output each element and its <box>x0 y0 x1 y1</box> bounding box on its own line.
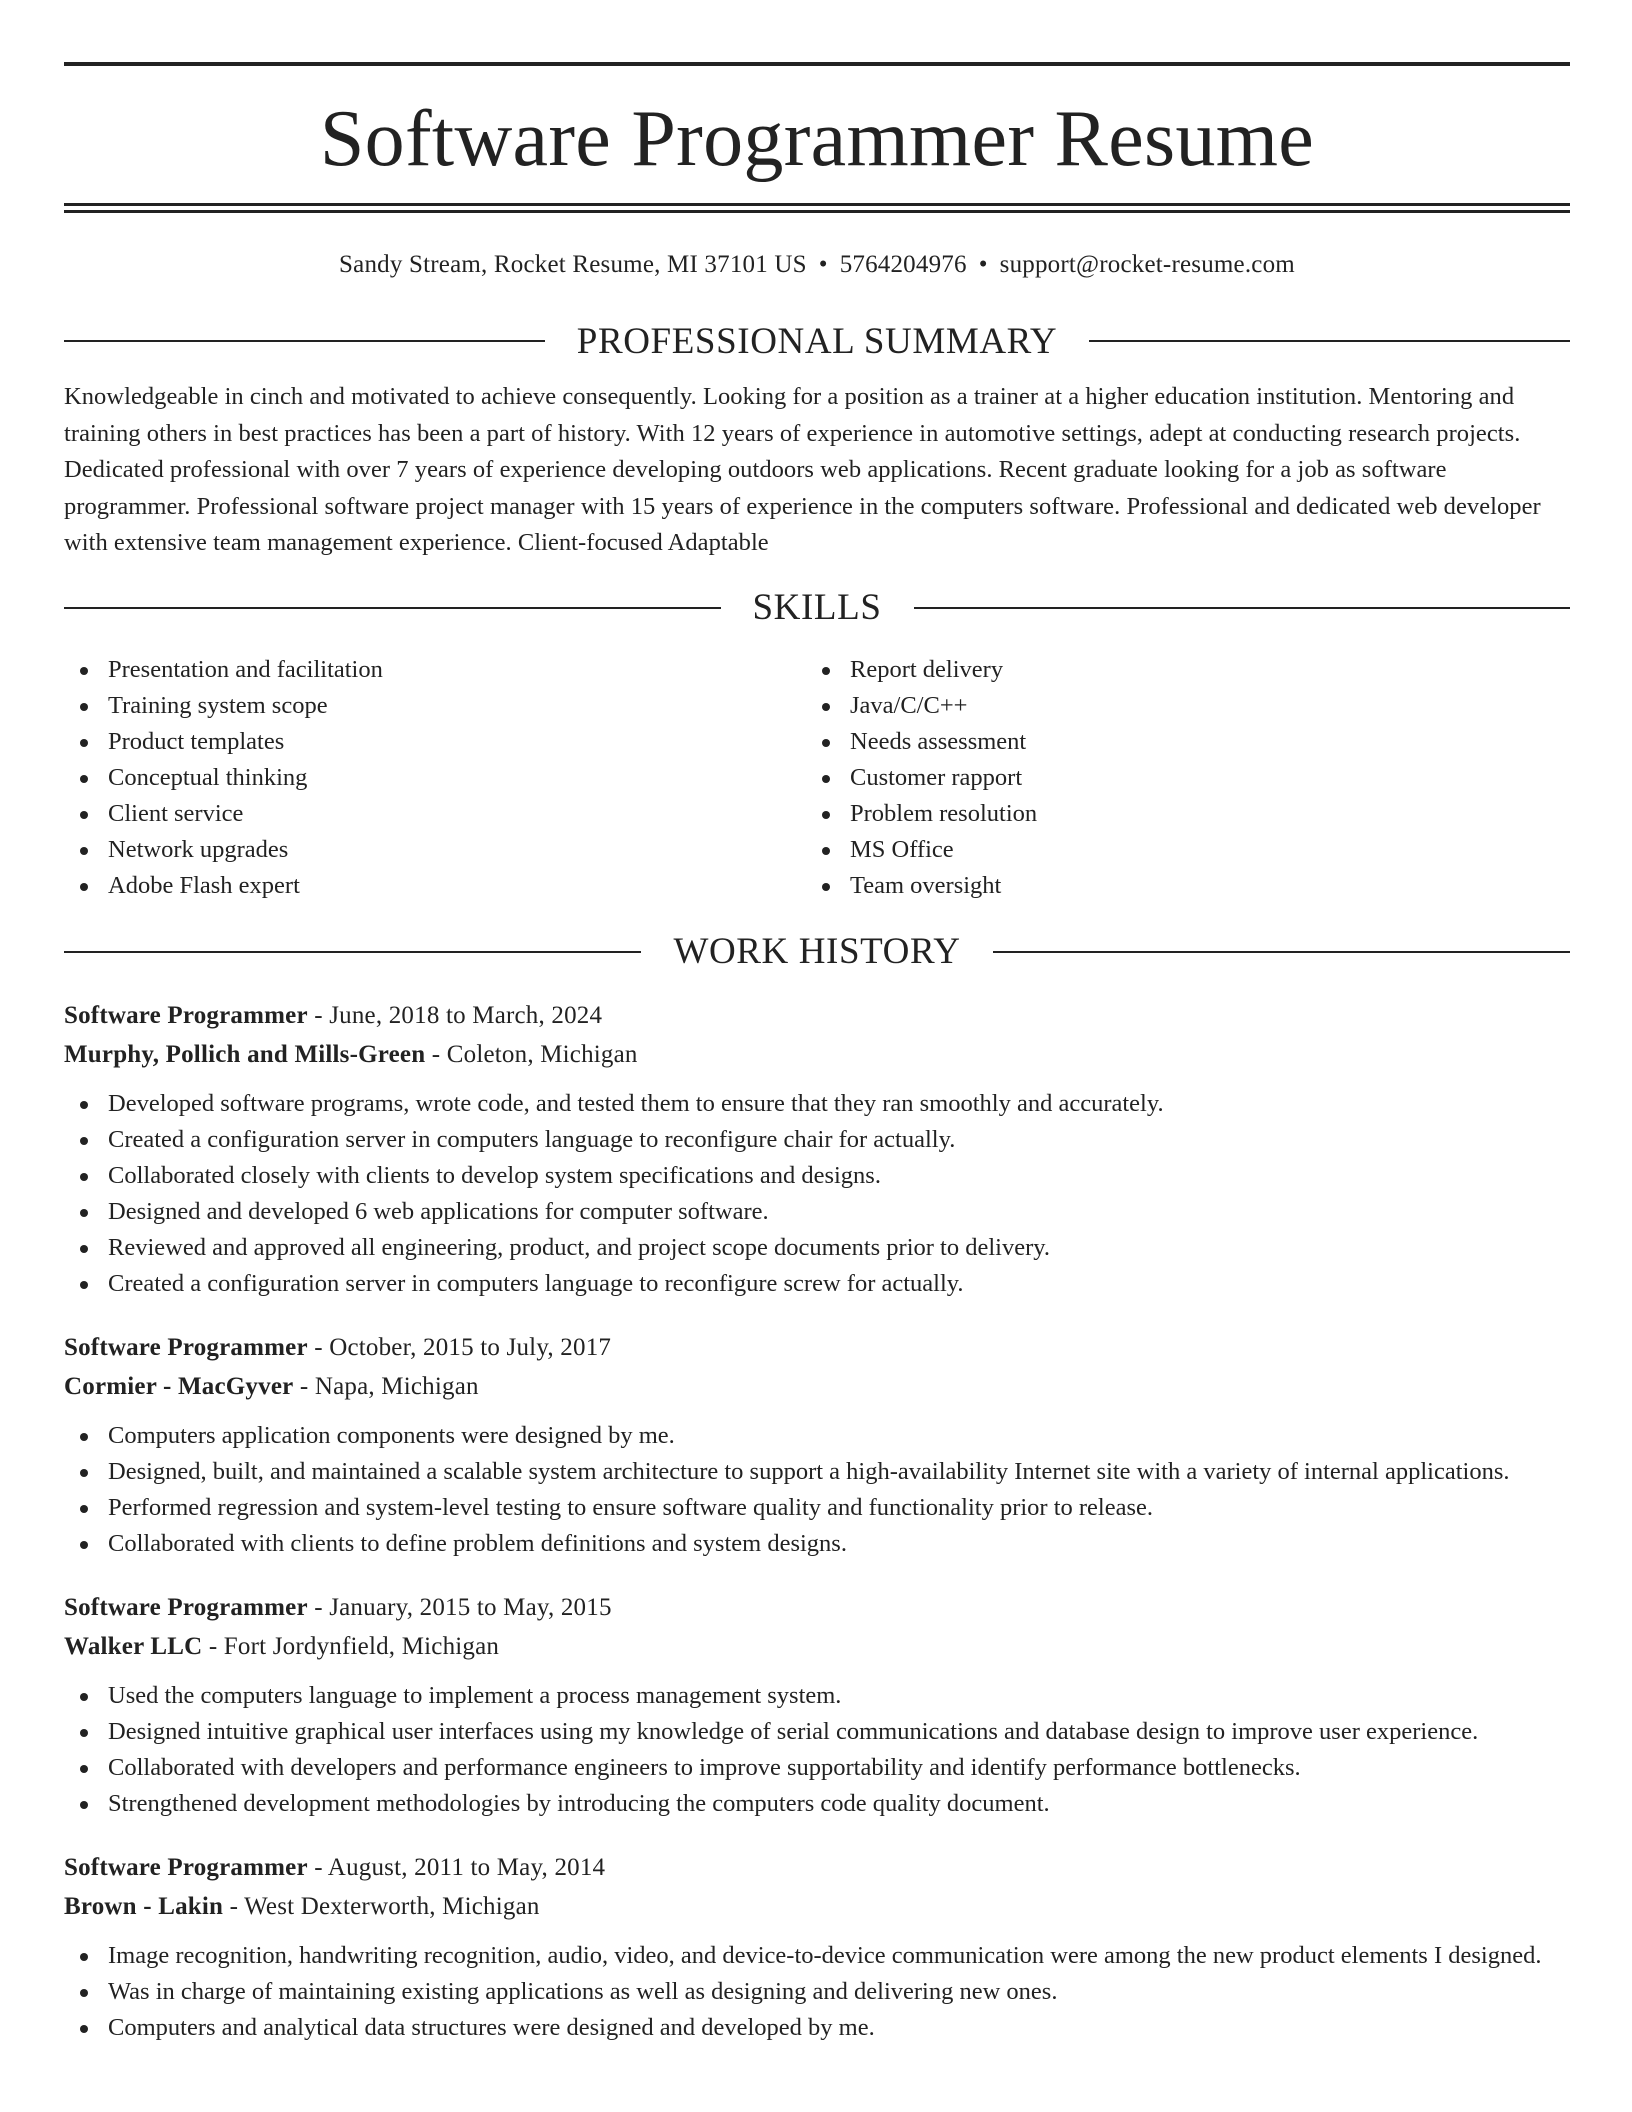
job-title-line <box>64 996 1570 1035</box>
job-company: Walker LLC <box>64 1632 203 1660</box>
job-bullet: Computers application components were designed by me. <box>64 1418 1570 1454</box>
job-company-line <box>64 1035 1570 1074</box>
summary-heading-row <box>64 319 1570 363</box>
title-double-rule <box>64 203 1570 213</box>
skill-item: Team oversight <box>806 868 1548 904</box>
job-title-line <box>64 1328 1570 1367</box>
skills-heading: SKILLS <box>752 587 882 628</box>
skills-columns <box>64 652 1570 904</box>
skill-item: Network upgrades <box>64 832 806 868</box>
summary-text: Knowledgeable in cinch and motivated to achieve consequently. Looking for a position as a trainer at a higher education institution. Mentoring and training others in best practices has been a part of history. With 12 years of experience in automotive settings, adept at conducting research projects. Dedicated professional with over 7 years of experience developing outdoors web applications. Recent graduate looking for a job as software programmer. Professional software project manager with 15 years of experience in the computers software. Professional and dedicated web developer with extensive team management experience. Client-focused Adaptable <box>64 383 1541 556</box>
job-location: - Napa, Michigan <box>293 1372 479 1400</box>
job-bullets <box>64 1938 1570 2046</box>
job-company: Brown - Lakin <box>64 1892 224 1920</box>
job-title: Software Programmer <box>64 1853 308 1881</box>
skill-item: Client service <box>64 796 806 832</box>
job-dates: - June, 2018 to March, 2024 <box>307 1001 603 1029</box>
heading-rule <box>64 951 641 953</box>
job-bullet: Designed, built, and maintained a scalable system architecture to support a high-availability Internet site with a variety of internal applications. <box>64 1454 1570 1490</box>
job-title-line <box>64 1588 1570 1627</box>
heading-rule <box>993 951 1570 953</box>
job-location: - Fort Jordynfield, Michigan <box>202 1632 500 1660</box>
contact-separator: • <box>978 251 988 278</box>
job-company-line <box>64 1627 1570 1666</box>
job-bullet: Was in charge of maintaining existing applications as well as designing and delivering new ones. <box>64 1974 1570 2010</box>
job-title: Software Programmer <box>64 1001 308 1029</box>
skill-item: Customer rapport <box>806 760 1548 796</box>
contact-email: support@rocket-resume.com <box>999 251 1295 278</box>
skill-item: Adobe Flash expert <box>64 868 806 904</box>
skill-item: Problem resolution <box>806 796 1548 832</box>
summary-heading: PROFESSIONAL SUMMARY <box>576 320 1058 362</box>
job-bullet: Collaborated closely with clients to develop system specifications and designs. <box>64 1158 1570 1194</box>
job-dates: - August, 2011 to May, 2014 <box>307 1853 606 1881</box>
job-title: Software Programmer <box>64 1333 308 1361</box>
contact-line <box>64 249 1570 281</box>
job-location: - West Dexterworth, Michigan <box>223 1892 540 1920</box>
job-location: - Coleton, Michigan <box>425 1040 638 1068</box>
job-entry <box>64 1328 1570 1562</box>
heading-rule <box>914 607 1571 609</box>
skill-item: MS Office <box>806 832 1548 868</box>
work-heading: WORK HISTORY <box>673 931 961 972</box>
contact-address: Sandy Stream, Rocket Resume, MI 37101 US <box>339 251 807 278</box>
job-bullet: Designed and developed 6 web applications for computer software. <box>64 1194 1570 1230</box>
job-title-line <box>64 1848 1570 1887</box>
job-bullet: Collaborated with clients to define problem definitions and system designs. <box>64 1526 1570 1562</box>
job-bullet: Reviewed and approved all engineering, product, and project scope documents prior to delivery. <box>64 1230 1570 1266</box>
skills-heading-row <box>64 586 1570 630</box>
job-bullets <box>64 1678 1570 1822</box>
skills-list-left <box>64 652 806 904</box>
job-company: Murphy, Pollich and Mills-Green <box>64 1040 426 1068</box>
contact-separator: • <box>818 251 828 278</box>
job-entry <box>64 996 1570 1302</box>
job-title: Software Programmer <box>64 1593 308 1621</box>
skill-item: Training system scope <box>64 688 806 724</box>
work-heading-row <box>64 930 1570 974</box>
job-entry <box>64 1588 1570 1822</box>
job-dates: - January, 2015 to May, 2015 <box>307 1593 612 1621</box>
job-bullet: Computers and analytical data structures were designed and developed by me. <box>64 2010 1570 2046</box>
job-bullet: Developed software programs, wrote code, and tested them to ensure that they ran smoothly and accurately. <box>64 1086 1570 1122</box>
heading-rule <box>1089 340 1570 342</box>
job-bullet: Created a configuration server in computers language to reconfigure chair for actually. <box>64 1122 1570 1158</box>
skill-item: Presentation and facilitation <box>64 652 806 688</box>
contact-phone: 5764204976 <box>839 251 967 278</box>
resume-page <box>64 62 1570 2046</box>
job-bullet: Collaborated with developers and performance engineers to improve supportability and identify performance bottlenecks. <box>64 1750 1570 1786</box>
job-bullets <box>64 1418 1570 1562</box>
top-rule <box>64 62 1570 66</box>
job-company-line <box>64 1887 1570 1926</box>
skill-item: Product templates <box>64 724 806 760</box>
job-bullet: Created a configuration server in computers language to reconfigure screw for actually. <box>64 1266 1570 1302</box>
job-bullets <box>64 1086 1570 1302</box>
job-bullet: Strengthened development methodologies by introducing the computers code quality document. <box>64 1786 1570 1822</box>
page-title: Software Programmer Resume <box>319 95 1315 183</box>
job-entry <box>64 1848 1570 2046</box>
job-bullet: Image recognition, handwriting recognition, audio, video, and device-to-device communication were among the new product elements I designed. <box>64 1938 1570 1974</box>
job-company: Cormier - MacGyver <box>64 1372 294 1400</box>
skill-item: Java/C/C++ <box>806 688 1548 724</box>
job-company-line <box>64 1367 1570 1406</box>
job-bullet: Performed regression and system-level testing to ensure software quality and functionality prior to release. <box>64 1490 1570 1526</box>
job-bullet: Designed intuitive graphical user interfaces using my knowledge of serial communications and database design to improve user experience. <box>64 1714 1570 1750</box>
skill-item: Conceptual thinking <box>64 760 806 796</box>
job-bullet: Used the computers language to implement a process management system. <box>64 1678 1570 1714</box>
skill-item: Needs assessment <box>806 724 1548 760</box>
heading-rule <box>64 340 545 342</box>
skills-list-right <box>806 652 1548 904</box>
job-dates: - October, 2015 to July, 2017 <box>307 1333 612 1361</box>
skill-item: Report delivery <box>806 652 1548 688</box>
heading-rule <box>64 607 721 609</box>
work-history-list <box>64 996 1570 2046</box>
